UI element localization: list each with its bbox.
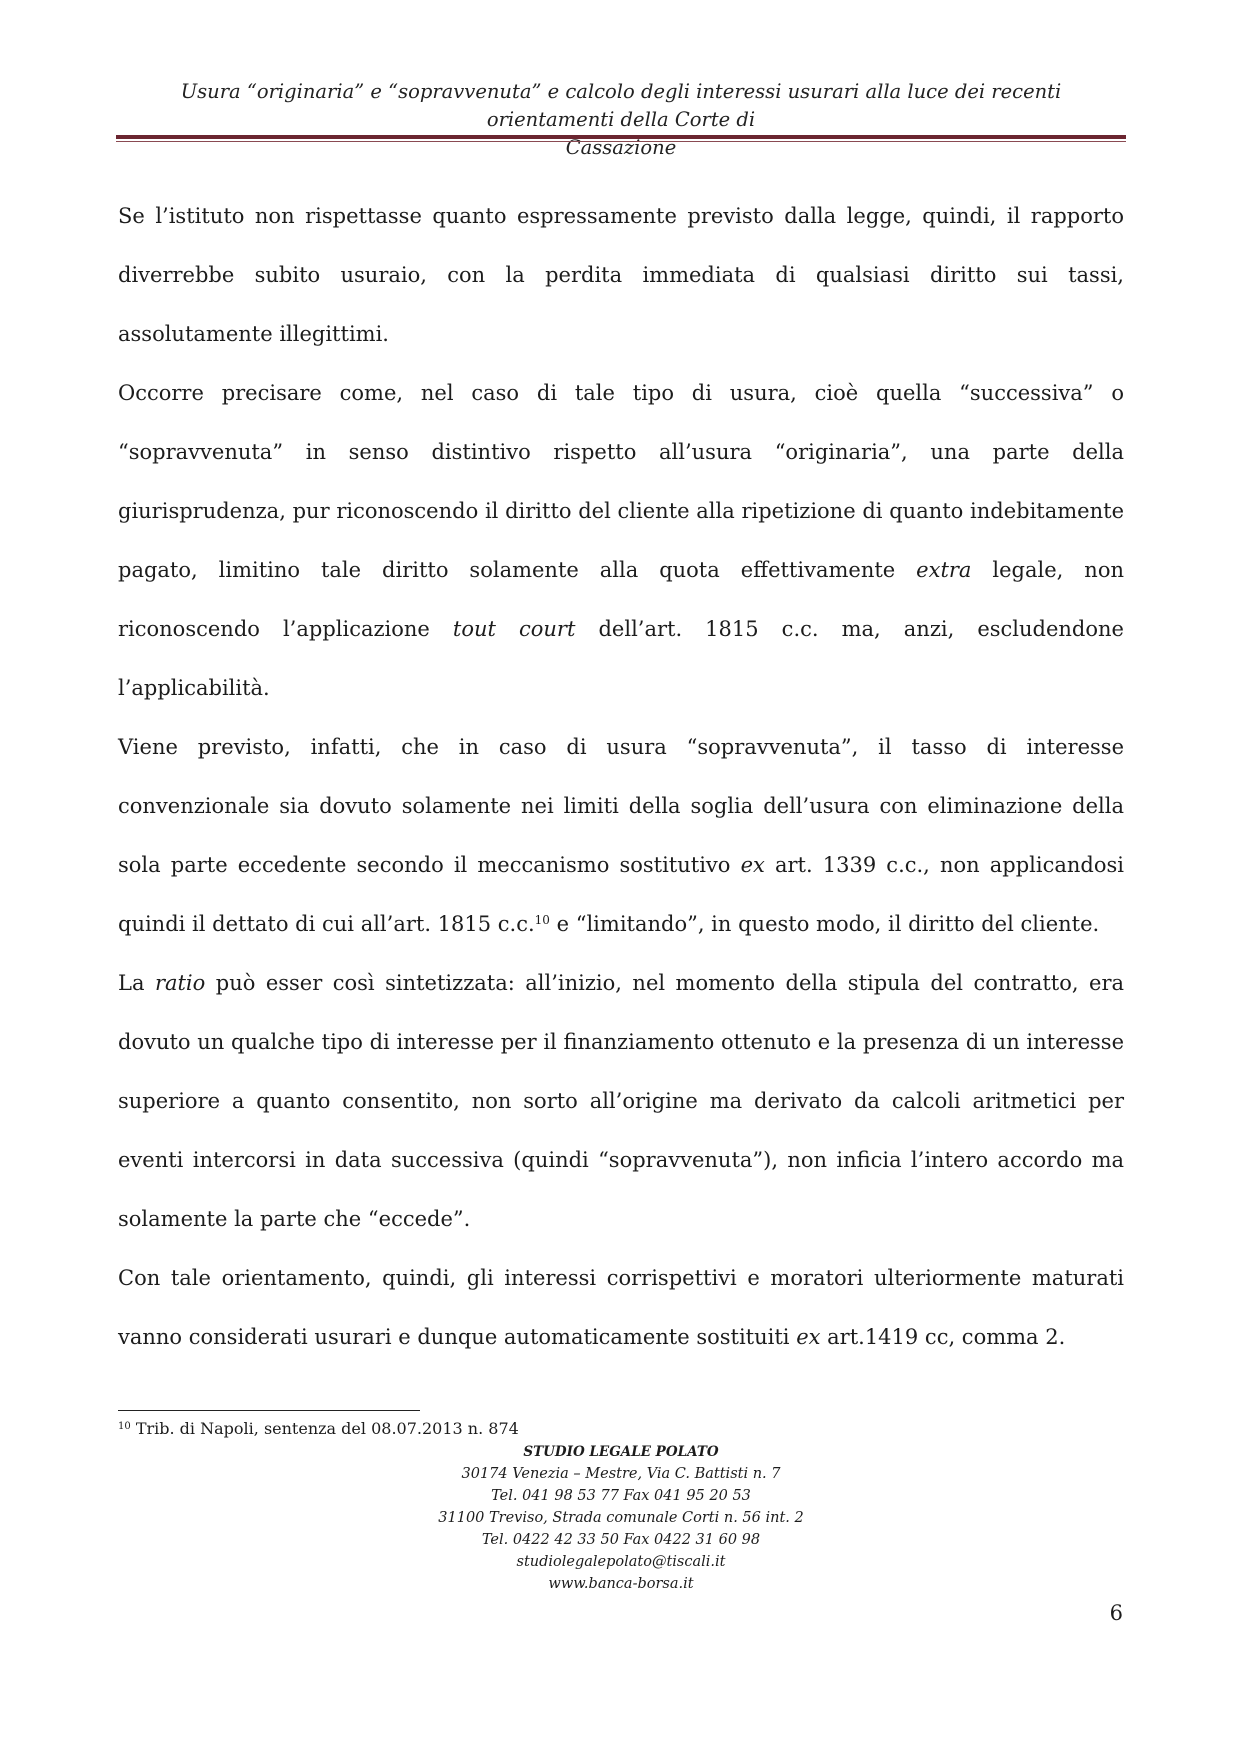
text-run: art. 1339 c.c., non applicandosi quindi il dettato di cui all’art. 1815 c.c. — [118, 853, 1124, 936]
text-run: art.1419 cc, comma 2. — [820, 1325, 1066, 1349]
address-treviso: 31100 Treviso, Strada comunale Corti n. 56 int. 2 — [438, 1510, 804, 1526]
text-run: Occorre precisare come, nel caso di tale tipo di usura, cioè quella “successiva” o “sopravvenuta” in senso distintivo rispetto all’usura “originaria”, una parte della giurisprudenza, pur riconoscendo il diritto del cliente alla ripetizione di quanto indebitamente pagato, limitino tale diritto solamente alla quota effettivamente — [118, 381, 1124, 582]
email-link[interactable]: studiolegalepolato@tiscali.it — [516, 1554, 726, 1570]
paragraph — [118, 1249, 1124, 1367]
paragraph — [118, 364, 1124, 718]
address-venezia: 30174 Venezia – Mestre, Via C. Battisti n. 7 — [461, 1466, 781, 1482]
text-run: Se l’istituto non rispettasse quanto espressamente previsto dalla legge, quindi, il rapporto diverrebbe subito usuraio, con la perdita immediata di qualsiasi diritto sui tassi, assolutamente illegittimi. — [118, 204, 1124, 346]
footnote-divider — [118, 1410, 420, 1411]
text-run: legale, non riconoscendo l’applicazione — [118, 558, 1124, 641]
italic-term: extra — [916, 558, 972, 582]
italic-term: ratio — [154, 971, 206, 995]
phone-venezia: Tel. 041 98 53 77 Fax 041 95 20 53 — [491, 1488, 751, 1504]
text-run: Viene previsto, infatti, che in caso di usura “sopravvenuta”, il tasso di interesse convenzionale sia dovuto solamente nei limiti della soglia dell’usura con eliminazione della sola parte eccedente secondo il meccanismo sostitutivo — [118, 735, 1124, 877]
text-run: Con tale orientamento, quindi, gli interessi corrispettivi e moratori ulteriormente maturati vanno considerati usurari e dunque automaticamente sostituiti — [118, 1266, 1124, 1349]
footnote-reference[interactable]: 10 — [534, 913, 550, 927]
italic-term: tout court — [452, 617, 576, 641]
header-divider — [116, 135, 1126, 142]
paragraph — [118, 954, 1124, 1249]
phone-treviso: Tel. 0422 42 33 50 Fax 0422 31 60 98 — [481, 1532, 761, 1548]
italic-term: ex — [740, 853, 765, 877]
footnote-10 — [118, 1418, 818, 1440]
text-run: può esser così sintetizzata: all’inizio, nel momento della stipula del contratto, era dovuto un qualche tipo di interesse per il finanziamento ottenuto e la presenza di un interesse superiore a quanto consentito, non sorto all’origine ma derivato da calcoli aritmetici per eventi intercorsi in data successiva (quindi “sopravvenuta”), non inficia l’intero accordo ma solamente la parte che “eccede”. — [118, 971, 1125, 1231]
header-title-line-2: Cassazione — [565, 136, 677, 159]
text-run: e “limitando”, in questo modo, il diritto del cliente. — [549, 912, 1100, 936]
firm-name: STUDIO LEGALE POLATO — [523, 1444, 719, 1460]
website-link[interactable]: www.banca-borsa.it — [548, 1576, 694, 1592]
italic-term: ex — [796, 1325, 821, 1349]
header-title-line-1: Usura “originaria” e “sopravvenuta” e calcolo degli interessi usurari alla luce dei recenti orientamenti della Corte di — [180, 80, 1062, 131]
paragraph — [118, 187, 1124, 364]
paragraph — [118, 718, 1124, 954]
text-run: La — [118, 971, 155, 995]
text-run: dell’art. 1815 c.c. ma, anzi, escludendone l’applicabilità. — [118, 617, 1124, 700]
footnote-marker: 10 — [118, 1421, 131, 1432]
running-header — [118, 78, 1124, 162]
page-number: 6 — [1109, 1601, 1123, 1625]
footnote-text: Trib. di Napoli, sentenza del 08.07.2013 n. 874 — [130, 1419, 519, 1438]
body-text — [118, 187, 1124, 1367]
page-footer — [118, 1441, 1124, 1595]
